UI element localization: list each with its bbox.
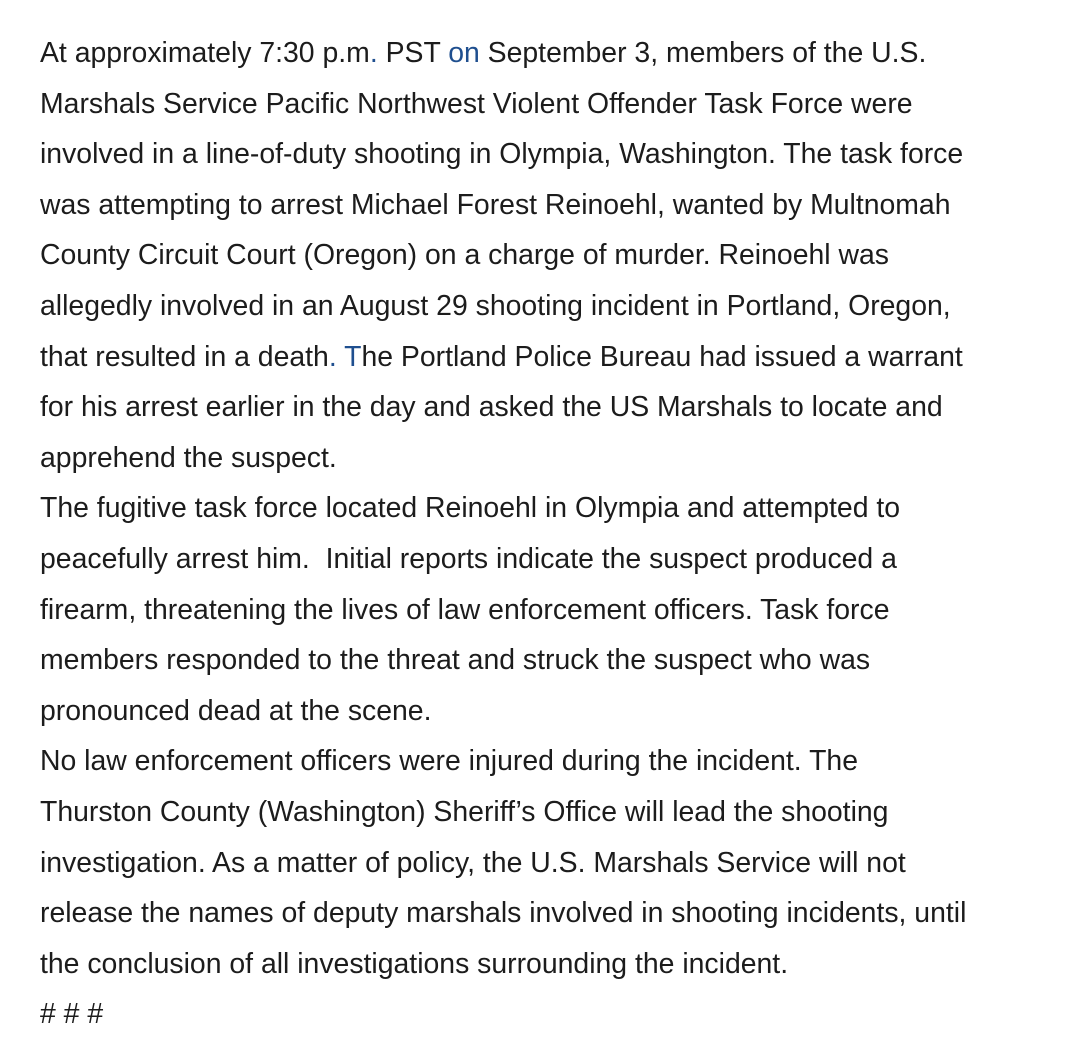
- press-release-body: [40, 28, 1065, 1040]
- end-marks: [40, 989, 1065, 1040]
- accent-text-run: on: [448, 37, 480, 69]
- text-line: was attempting to arrest Michael Forest Reinoehl, wanted by Multnomah: [40, 188, 951, 221]
- paragraph-2: [40, 483, 1065, 736]
- text-line: release the names of deputy marshals involved in shooting incidents, until: [40, 897, 967, 930]
- text-line: peacefully arrest him. Initial reports indicate the suspect produced a: [40, 542, 897, 575]
- text-run: PST: [377, 37, 449, 69]
- accent-text-run: .: [369, 37, 378, 69]
- text-run: September 3, members of the U.S.: [479, 37, 927, 69]
- text-line: apprehend the suspect.: [40, 441, 337, 474]
- paragraph-3: [40, 736, 1065, 989]
- text-run: that resulted in a death: [40, 340, 329, 373]
- text-line: involved in a line-of-duty shooting in Olympia, Washington. The task force: [40, 138, 964, 171]
- text-line: Thurston County (Washington) Sheriff’s Office will lead the shooting: [40, 795, 889, 828]
- text-line: [40, 28, 1065, 79]
- text-line: No law enforcement officers were injured during the incident. The: [40, 745, 858, 778]
- text-run: At approximately 7:30 p.m: [40, 37, 370, 69]
- accent-text-run: . T: [328, 340, 362, 373]
- paragraph-1: [40, 28, 1065, 483]
- text-line: members responded to the threat and struck the suspect who was: [40, 644, 871, 677]
- text-line: [40, 332, 1065, 383]
- text-line: pronounced dead at the scene.: [40, 694, 432, 727]
- text-line: County Circuit Court (Oregon) on a charge of murder. Reinoehl was: [40, 239, 889, 272]
- text-line: for his arrest earlier in the day and asked the US Marshals to locate and: [40, 391, 943, 424]
- text-line: The fugitive task force located Reinoehl in Olympia and attempted to: [40, 492, 901, 525]
- end-marks-text: # # #: [40, 998, 104, 1031]
- text-run: he Portland Police Bureau had issued a warrant: [361, 340, 963, 373]
- text-line: Marshals Service Pacific Northwest Violent Offender Task Force were: [40, 87, 913, 120]
- text-line: the conclusion of all investigations surrounding the incident.: [40, 947, 789, 980]
- text-line: allegedly involved in an August 29 shooting incident in Portland, Oregon,: [40, 289, 951, 322]
- text-line: investigation. As a matter of policy, the U.S. Marshals Service will not: [40, 846, 906, 879]
- text-line: firearm, threatening the lives of law enforcement officers. Task force: [40, 593, 890, 626]
